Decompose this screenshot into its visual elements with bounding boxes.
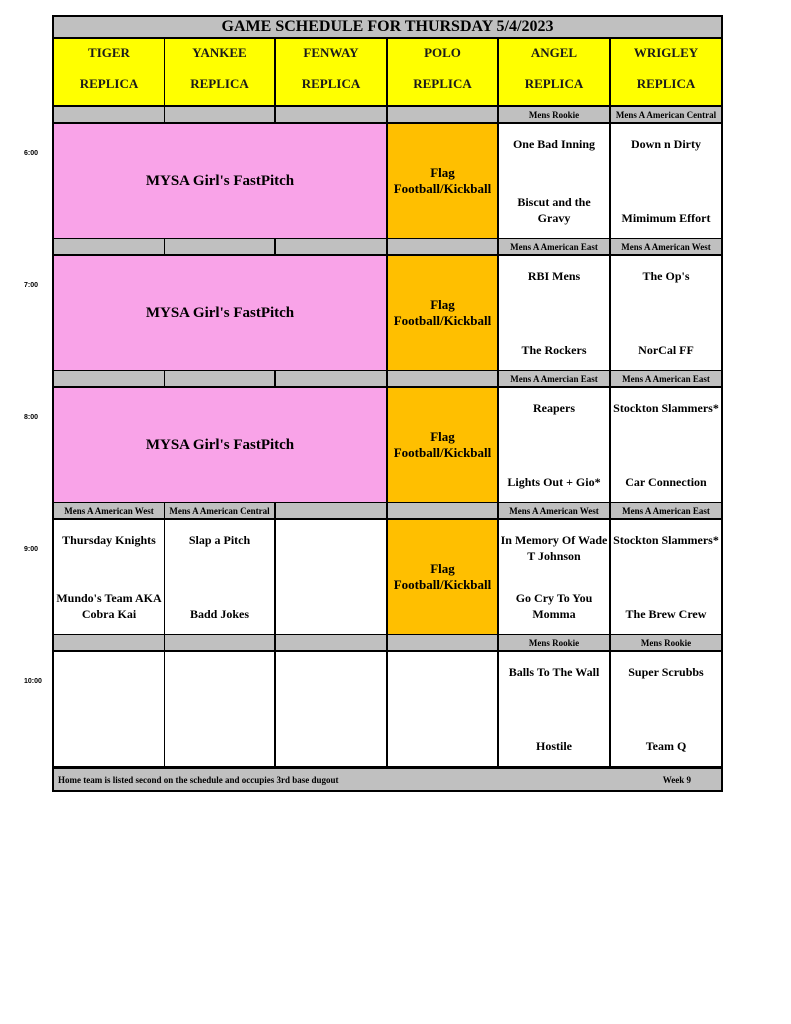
away-team: One Bad Inning (512, 137, 596, 151)
division-label: Mens Rookie (611, 635, 721, 650)
game-cell (499, 520, 609, 634)
division-label (165, 239, 274, 254)
division-label: Mens A American West (499, 503, 609, 518)
game-cell (499, 652, 609, 766)
division-label (54, 239, 164, 254)
home-team: Car Connection (625, 475, 707, 489)
home-team: Badd Jokes (189, 607, 250, 621)
girls-fastpitch-block: MYSA Girl's FastPitch (54, 124, 386, 238)
game-cell (499, 256, 609, 370)
division-label (54, 635, 164, 650)
away-team: Stockton Slammers* (613, 533, 719, 547)
away-team: Thursday Knights (62, 533, 156, 547)
home-team: Go Cry To You Momma (515, 591, 593, 621)
division-label: Mens A American Central (611, 107, 721, 122)
game-cell (611, 388, 721, 502)
empty-cell (276, 652, 386, 766)
home-team: Biscut and the Gravy (517, 195, 591, 225)
division-label (276, 503, 386, 518)
division-label (54, 107, 164, 122)
division-label: Mens A American East (611, 503, 721, 518)
division-label: Mens A American East (611, 371, 721, 386)
game-cell (165, 520, 274, 634)
division-label: Mens Rookie (499, 635, 609, 650)
home-team: Lights Out + Gio* (507, 475, 601, 489)
field-subtitle: REPLICA (636, 76, 696, 91)
away-team: Slap a Pitch (188, 533, 251, 547)
game-cell (611, 520, 721, 634)
game-cell (499, 124, 609, 238)
home-team: Mundo's Team AKA Cobra Kai (56, 591, 162, 621)
field-header-wrigley (611, 39, 721, 105)
division-label (388, 635, 497, 650)
away-team: Reapers (533, 401, 575, 415)
home-team: Hostile (536, 739, 572, 753)
division-label (165, 371, 274, 386)
division-label: Mens A American Central (165, 503, 274, 518)
field-subtitle: REPLICA (301, 76, 361, 91)
field-name: YANKEE (192, 45, 247, 60)
empty-cell (54, 652, 164, 766)
game-cell (611, 652, 721, 766)
home-team: NorCal FF (638, 343, 694, 357)
field-header-polo (388, 39, 497, 105)
field-subtitle: REPLICA (413, 76, 472, 91)
home-team: The Brew Crew (625, 607, 707, 621)
away-team: Down n Dirty (630, 137, 701, 151)
division-label (388, 107, 497, 122)
away-team: Super Scrubbs (628, 665, 704, 679)
division-label: Mens A Amercian East (499, 371, 609, 386)
home-team: Mimimum Effort (621, 211, 711, 225)
field-header-yankee (165, 39, 274, 105)
division-label (54, 371, 164, 386)
home-team: Team Q (645, 739, 687, 753)
away-team: Stockton Slammers* (613, 401, 719, 415)
empty-cell (165, 652, 274, 766)
flag-football-block: Flag Football/Kickball (388, 124, 497, 238)
division-label (388, 371, 497, 386)
field-name: TIGER (88, 45, 130, 60)
empty-cell (276, 520, 386, 634)
flag-football-block: Flag Football/Kickball (388, 256, 497, 370)
division-label: Mens A American West (611, 239, 721, 254)
away-team: Balls To The Wall (508, 665, 600, 679)
empty-cell (388, 652, 497, 766)
away-team: In Memory Of Wade T Johnson (500, 533, 608, 563)
field-header-angel (499, 39, 609, 105)
division-label (388, 239, 497, 254)
division-label: Mens A American East (499, 239, 609, 254)
field-name: WRIGLEY (633, 45, 699, 60)
field-subtitle: REPLICA (524, 76, 584, 91)
field-header-tiger (54, 39, 164, 105)
field-subtitle: REPLICA (190, 76, 249, 91)
time-label: 8:00 (24, 414, 39, 421)
division-label: Mens Rookie (499, 107, 609, 122)
game-cell (611, 256, 721, 370)
home-team: The Rockers (521, 343, 587, 357)
field-subtitle: REPLICA (79, 76, 139, 91)
time-label: 9:00 (24, 546, 39, 553)
game-cell (499, 388, 609, 502)
girls-fastpitch-block: MYSA Girl's FastPitch (54, 388, 386, 502)
division-label (165, 107, 274, 122)
flag-football-block: Flag Football/Kickball (388, 520, 497, 634)
week-label: Week 9 (662, 774, 691, 785)
division-label (388, 503, 497, 518)
division-label (276, 371, 386, 386)
time-label: 10:00 (24, 678, 42, 685)
field-header-fenway (276, 39, 386, 105)
division-label: Mens A American West (54, 503, 164, 518)
division-label (276, 239, 386, 254)
away-team: The Op's (642, 269, 690, 283)
flag-football-block: Flag Football/Kickball (388, 388, 497, 502)
field-name: FENWAY (303, 45, 359, 60)
schedule-grid (52, 15, 723, 792)
game-cell (611, 124, 721, 238)
field-name: ANGEL (530, 45, 578, 60)
time-label: 6:00 (24, 150, 39, 157)
division-label (165, 635, 274, 650)
division-label (276, 635, 386, 650)
field-name: POLO (424, 45, 461, 60)
schedule-title: GAME SCHEDULE FOR THURSDAY 5/4/2023 (54, 17, 721, 37)
home-team-note: Home team is listed second on the schedule and occupies 3rd base dugout (58, 774, 339, 785)
time-label: 7:00 (24, 282, 39, 289)
game-cell (54, 520, 164, 634)
away-team: RBI Mens (527, 269, 581, 283)
division-label (276, 107, 386, 122)
schedule-footer (54, 769, 721, 790)
girls-fastpitch-block: MYSA Girl's FastPitch (54, 256, 386, 370)
